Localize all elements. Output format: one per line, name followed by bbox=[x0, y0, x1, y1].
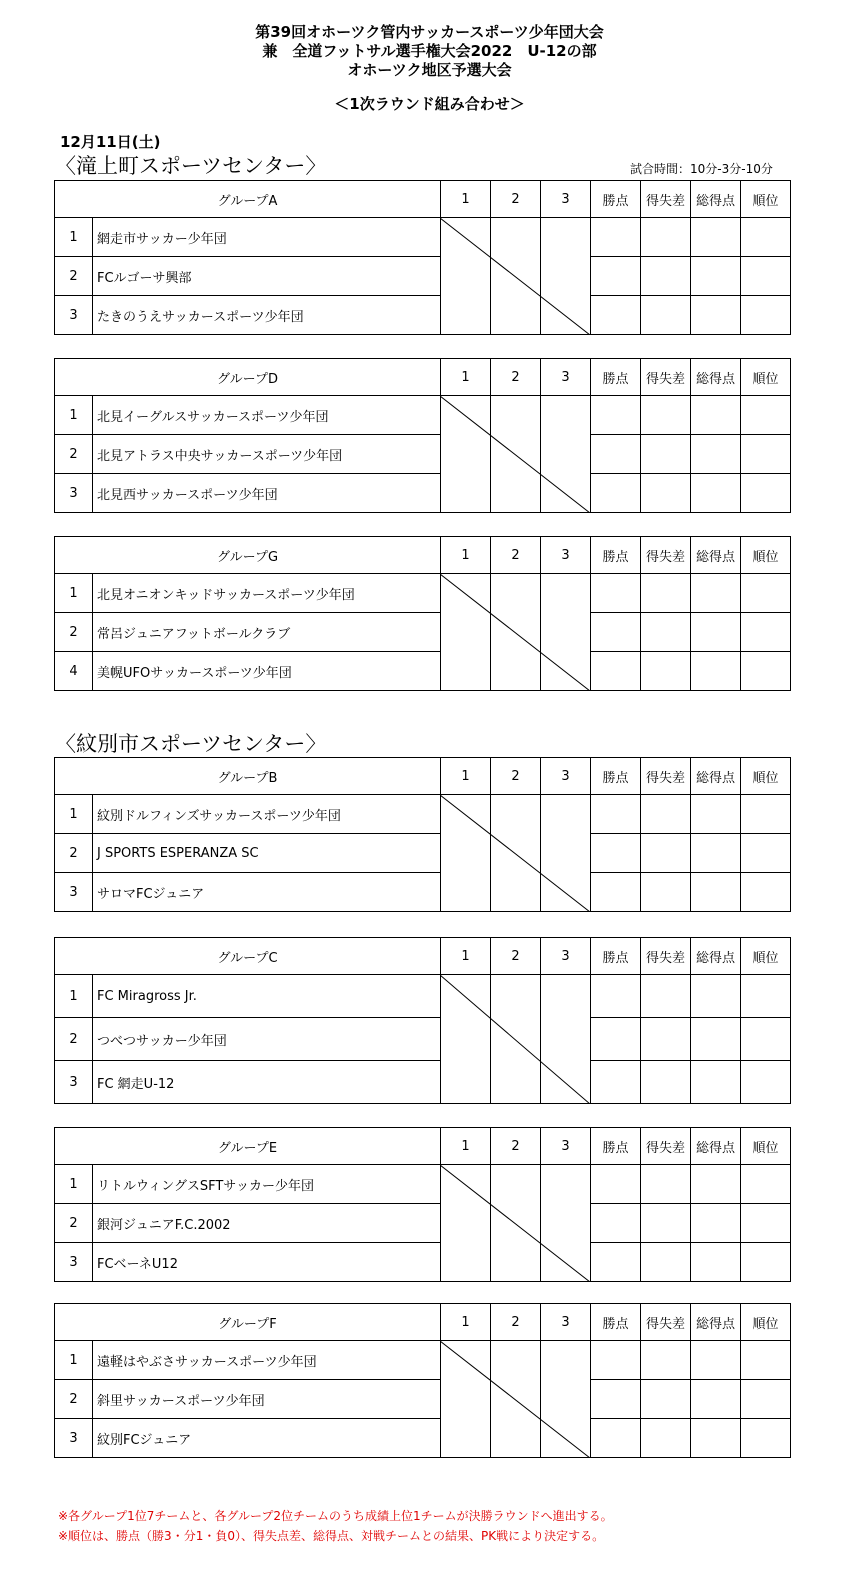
column-header: 得失差 bbox=[641, 1304, 691, 1341]
column-header: 順位 bbox=[741, 758, 791, 795]
match-cell bbox=[491, 218, 541, 257]
result-cell bbox=[591, 257, 641, 296]
match-date: 12月11日(土) bbox=[60, 133, 161, 151]
group-name: グループC bbox=[55, 938, 441, 975]
match-cell bbox=[541, 218, 591, 257]
result-cell bbox=[641, 1018, 691, 1061]
match-cell bbox=[491, 257, 541, 296]
column-header: 2 bbox=[491, 359, 541, 396]
result-cell bbox=[741, 1204, 791, 1243]
group-table bbox=[54, 180, 791, 335]
tournament-subtitle: 兼 全道フットサル選手権大会2022 U-12の部 bbox=[262, 42, 597, 60]
match-cell bbox=[491, 574, 541, 613]
result-cell bbox=[741, 975, 791, 1018]
match-cell bbox=[541, 1419, 591, 1458]
round-title: ＜1次ラウンド組み合わせ＞ bbox=[334, 95, 525, 113]
team-number: 1 bbox=[55, 574, 93, 613]
column-header: 1 bbox=[441, 1304, 491, 1341]
team-row bbox=[55, 834, 791, 873]
column-header: 勝点 bbox=[591, 537, 641, 574]
result-cell bbox=[641, 257, 691, 296]
match-cell bbox=[491, 652, 541, 691]
team-row bbox=[55, 474, 791, 513]
group-name: グループD bbox=[55, 359, 441, 396]
match-cell bbox=[441, 795, 491, 834]
team-name: 網走市サッカー少年団 bbox=[93, 218, 441, 257]
result-cell bbox=[691, 574, 741, 613]
match-cell bbox=[541, 474, 591, 513]
column-header: 順位 bbox=[741, 1128, 791, 1165]
team-number: 1 bbox=[55, 218, 93, 257]
team-row bbox=[55, 1419, 791, 1458]
match-cell bbox=[441, 257, 491, 296]
group-name: グループG bbox=[55, 537, 441, 574]
result-cell bbox=[641, 834, 691, 873]
match-cell bbox=[491, 474, 541, 513]
result-cell bbox=[591, 1341, 641, 1380]
result-cell bbox=[691, 1243, 741, 1282]
team-row bbox=[55, 613, 791, 652]
result-cell bbox=[591, 652, 641, 691]
result-cell bbox=[641, 1204, 691, 1243]
team-number: 2 bbox=[55, 1380, 93, 1419]
team-number: 1 bbox=[55, 1341, 93, 1380]
result-cell bbox=[691, 396, 741, 435]
group-table bbox=[54, 1303, 791, 1458]
result-cell bbox=[741, 1243, 791, 1282]
result-cell bbox=[641, 474, 691, 513]
team-number: 2 bbox=[55, 1018, 93, 1061]
match-cell bbox=[441, 834, 491, 873]
column-header: 勝点 bbox=[591, 758, 641, 795]
match-cell bbox=[441, 652, 491, 691]
team-number: 1 bbox=[55, 396, 93, 435]
match-cell bbox=[541, 834, 591, 873]
team-row bbox=[55, 652, 791, 691]
team-name: 銀河ジュニアF.C.2002 bbox=[93, 1204, 441, 1243]
column-header: 得失差 bbox=[641, 359, 691, 396]
column-header: 勝点 bbox=[591, 181, 641, 218]
team-name: 北見イーグルスサッカースポーツ少年団 bbox=[93, 396, 441, 435]
team-row bbox=[55, 257, 791, 296]
match-cell bbox=[491, 1165, 541, 1204]
match-cell bbox=[541, 296, 591, 335]
result-cell bbox=[741, 296, 791, 335]
match-cell bbox=[441, 873, 491, 912]
result-cell bbox=[641, 613, 691, 652]
team-number: 2 bbox=[55, 834, 93, 873]
team-row bbox=[55, 1380, 791, 1419]
match-format-note: 試合時間：10分-3分-10分 bbox=[630, 162, 773, 176]
result-cell bbox=[691, 1341, 741, 1380]
team-name: FC Miragross Jr. bbox=[93, 975, 441, 1018]
match-cell bbox=[441, 1204, 491, 1243]
match-cell bbox=[491, 396, 541, 435]
column-header: 総得点 bbox=[691, 359, 741, 396]
match-cell bbox=[441, 1341, 491, 1380]
column-header: 勝点 bbox=[591, 1128, 641, 1165]
match-cell bbox=[541, 435, 591, 474]
match-cell bbox=[491, 1204, 541, 1243]
column-header: 得失差 bbox=[641, 1128, 691, 1165]
group-table bbox=[54, 757, 791, 912]
team-name: 北見オニオンキッドサッカースポーツ少年団 bbox=[93, 574, 441, 613]
result-cell bbox=[591, 218, 641, 257]
team-number: 1 bbox=[55, 975, 93, 1018]
result-cell bbox=[591, 296, 641, 335]
column-header: 1 bbox=[441, 1128, 491, 1165]
column-header: 得失差 bbox=[641, 938, 691, 975]
result-cell bbox=[591, 834, 641, 873]
result-cell bbox=[741, 613, 791, 652]
match-cell bbox=[541, 873, 591, 912]
result-cell bbox=[641, 1419, 691, 1458]
result-cell bbox=[691, 257, 741, 296]
column-header: 得失差 bbox=[641, 758, 691, 795]
result-cell bbox=[641, 435, 691, 474]
result-cell bbox=[591, 1419, 641, 1458]
result-cell bbox=[691, 975, 741, 1018]
result-cell bbox=[741, 1341, 791, 1380]
result-cell bbox=[641, 218, 691, 257]
result-cell bbox=[641, 296, 691, 335]
group-name: グループF bbox=[55, 1304, 441, 1341]
column-header: 総得点 bbox=[691, 1128, 741, 1165]
result-cell bbox=[741, 795, 791, 834]
result-cell bbox=[741, 1419, 791, 1458]
team-row bbox=[55, 296, 791, 335]
result-cell bbox=[741, 218, 791, 257]
result-cell bbox=[591, 613, 641, 652]
result-cell bbox=[691, 652, 741, 691]
column-header: 3 bbox=[541, 537, 591, 574]
match-cell bbox=[541, 1204, 591, 1243]
match-cell bbox=[491, 1061, 541, 1104]
column-header: 2 bbox=[491, 758, 541, 795]
team-number: 3 bbox=[55, 474, 93, 513]
result-cell bbox=[591, 474, 641, 513]
column-header: 1 bbox=[441, 758, 491, 795]
result-cell bbox=[641, 1243, 691, 1282]
team-row bbox=[55, 218, 791, 257]
column-header: 勝点 bbox=[591, 359, 641, 396]
column-header: 総得点 bbox=[691, 938, 741, 975]
team-name: FC 網走U-12 bbox=[93, 1061, 441, 1104]
team-number: 2 bbox=[55, 435, 93, 474]
result-cell bbox=[591, 1165, 641, 1204]
column-header: 勝点 bbox=[591, 1304, 641, 1341]
match-cell bbox=[541, 257, 591, 296]
team-row bbox=[55, 1165, 791, 1204]
result-cell bbox=[641, 1380, 691, 1419]
match-cell bbox=[441, 296, 491, 335]
team-name: FCベーネU12 bbox=[93, 1243, 441, 1282]
result-cell bbox=[741, 1018, 791, 1061]
team-row bbox=[55, 574, 791, 613]
match-cell bbox=[541, 1243, 591, 1282]
venue-title: 〈紋別市スポーツセンター〉 bbox=[55, 732, 327, 756]
team-name: 紋別FCジュニア bbox=[93, 1419, 441, 1458]
team-number: 3 bbox=[55, 1243, 93, 1282]
result-cell bbox=[691, 795, 741, 834]
match-cell bbox=[441, 1380, 491, 1419]
match-cell bbox=[441, 396, 491, 435]
result-cell bbox=[641, 396, 691, 435]
team-number: 2 bbox=[55, 613, 93, 652]
result-cell bbox=[741, 1061, 791, 1104]
result-cell bbox=[741, 834, 791, 873]
column-header: 3 bbox=[541, 1304, 591, 1341]
match-cell bbox=[541, 1061, 591, 1104]
result-cell bbox=[741, 652, 791, 691]
match-cell bbox=[541, 574, 591, 613]
match-cell bbox=[491, 834, 541, 873]
team-row bbox=[55, 1061, 791, 1104]
match-cell bbox=[491, 435, 541, 474]
match-cell bbox=[491, 296, 541, 335]
result-cell bbox=[691, 1061, 741, 1104]
result-cell bbox=[591, 574, 641, 613]
team-row bbox=[55, 795, 791, 834]
team-row bbox=[55, 435, 791, 474]
match-cell bbox=[491, 613, 541, 652]
result-cell bbox=[691, 296, 741, 335]
result-cell bbox=[591, 975, 641, 1018]
tournament-title: 第39回オホーツク管内サッカースポーツ少年団大会 bbox=[255, 23, 604, 41]
column-header: 2 bbox=[491, 1128, 541, 1165]
group-table bbox=[54, 1127, 791, 1282]
column-header: 1 bbox=[441, 181, 491, 218]
venue-title: 〈滝上町スポーツセンター〉 bbox=[55, 154, 327, 178]
result-cell bbox=[741, 396, 791, 435]
result-cell bbox=[691, 1204, 741, 1243]
group-table bbox=[54, 536, 791, 691]
column-header: 2 bbox=[491, 537, 541, 574]
team-name: J SPORTS ESPERANZA SC bbox=[93, 834, 441, 873]
result-cell bbox=[691, 1380, 741, 1419]
result-cell bbox=[591, 1243, 641, 1282]
group-name: グループA bbox=[55, 181, 441, 218]
column-header: 2 bbox=[491, 938, 541, 975]
result-cell bbox=[591, 1380, 641, 1419]
ranking-note: ※順位は、勝点（勝3・分1・負0）、得失点差、総得点、対戦チームとの結果、PK戦により決定する。 bbox=[58, 1529, 605, 1543]
result-cell bbox=[691, 873, 741, 912]
team-row bbox=[55, 975, 791, 1018]
team-name: 常呂ジュニアフットボールクラブ bbox=[93, 613, 441, 652]
team-name: 北見アトラス中央サッカースポーツ少年団 bbox=[93, 435, 441, 474]
match-cell bbox=[441, 1061, 491, 1104]
match-cell bbox=[491, 1380, 541, 1419]
result-cell bbox=[641, 873, 691, 912]
column-header: 1 bbox=[441, 537, 491, 574]
team-number: 2 bbox=[55, 1204, 93, 1243]
result-cell bbox=[591, 1061, 641, 1104]
match-cell bbox=[491, 795, 541, 834]
column-header: 順位 bbox=[741, 1304, 791, 1341]
result-cell bbox=[691, 1018, 741, 1061]
column-header: 順位 bbox=[741, 537, 791, 574]
result-cell bbox=[691, 218, 741, 257]
match-cell bbox=[441, 1419, 491, 1458]
result-cell bbox=[741, 1380, 791, 1419]
column-header: 3 bbox=[541, 181, 591, 218]
team-number: 3 bbox=[55, 873, 93, 912]
advancement-note: ※各グループ1位7チームと、各グループ2位チームのうち成績上位1チームが決勝ラウンドへ進出する。 bbox=[58, 1509, 613, 1523]
group-table bbox=[54, 937, 791, 1104]
result-cell bbox=[591, 1018, 641, 1061]
team-name: 遠軽はやぶさサッカースポーツ少年団 bbox=[93, 1341, 441, 1380]
team-row bbox=[55, 1243, 791, 1282]
column-header: 1 bbox=[441, 938, 491, 975]
result-cell bbox=[691, 1165, 741, 1204]
team-name: たきのうえサッカースポーツ少年団 bbox=[93, 296, 441, 335]
group-name: グループB bbox=[55, 758, 441, 795]
team-row bbox=[55, 1204, 791, 1243]
result-cell bbox=[641, 795, 691, 834]
result-cell bbox=[591, 435, 641, 474]
column-header: 総得点 bbox=[691, 537, 741, 574]
match-cell bbox=[491, 873, 541, 912]
match-cell bbox=[541, 1165, 591, 1204]
result-cell bbox=[591, 873, 641, 912]
match-cell bbox=[441, 1165, 491, 1204]
match-cell bbox=[491, 975, 541, 1018]
result-cell bbox=[641, 1341, 691, 1380]
column-header: 2 bbox=[491, 181, 541, 218]
qualifier-title: オホーツク地区予選大会 bbox=[347, 61, 512, 79]
team-number: 2 bbox=[55, 257, 93, 296]
result-cell bbox=[741, 1165, 791, 1204]
match-cell bbox=[441, 218, 491, 257]
column-header: 3 bbox=[541, 758, 591, 795]
result-cell bbox=[691, 613, 741, 652]
match-cell bbox=[441, 574, 491, 613]
team-number: 3 bbox=[55, 1419, 93, 1458]
team-name: リトルウィングスSFTサッカー少年団 bbox=[93, 1165, 441, 1204]
team-name: 美幌UFOサッカースポーツ少年団 bbox=[93, 652, 441, 691]
match-cell bbox=[491, 1341, 541, 1380]
team-name: 斜里サッカースポーツ少年団 bbox=[93, 1380, 441, 1419]
result-cell bbox=[591, 1204, 641, 1243]
column-header: 順位 bbox=[741, 181, 791, 218]
team-name: つべつサッカー少年団 bbox=[93, 1018, 441, 1061]
team-number: 4 bbox=[55, 652, 93, 691]
match-cell bbox=[441, 975, 491, 1018]
team-name: 紋別ドルフィンズサッカースポーツ少年団 bbox=[93, 795, 441, 834]
result-cell bbox=[691, 834, 741, 873]
team-row bbox=[55, 396, 791, 435]
match-cell bbox=[491, 1243, 541, 1282]
column-header: 順位 bbox=[741, 938, 791, 975]
team-row bbox=[55, 873, 791, 912]
column-header: 総得点 bbox=[691, 758, 741, 795]
result-cell bbox=[741, 257, 791, 296]
match-cell bbox=[441, 435, 491, 474]
result-cell bbox=[591, 396, 641, 435]
team-row bbox=[55, 1018, 791, 1061]
match-cell bbox=[541, 396, 591, 435]
team-number: 1 bbox=[55, 1165, 93, 1204]
group-name: グループE bbox=[55, 1128, 441, 1165]
match-cell bbox=[541, 1380, 591, 1419]
match-cell bbox=[441, 1243, 491, 1282]
team-number: 3 bbox=[55, 1061, 93, 1104]
result-cell bbox=[741, 873, 791, 912]
result-cell bbox=[691, 1419, 741, 1458]
result-cell bbox=[741, 474, 791, 513]
column-header: 2 bbox=[491, 1304, 541, 1341]
column-header: 勝点 bbox=[591, 938, 641, 975]
result-cell bbox=[641, 975, 691, 1018]
match-cell bbox=[441, 613, 491, 652]
result-cell bbox=[741, 574, 791, 613]
result-cell bbox=[641, 1061, 691, 1104]
team-row bbox=[55, 1341, 791, 1380]
match-cell bbox=[541, 613, 591, 652]
match-cell bbox=[541, 1341, 591, 1380]
column-header: 得失差 bbox=[641, 537, 691, 574]
team-number: 1 bbox=[55, 795, 93, 834]
match-cell bbox=[541, 1018, 591, 1061]
match-cell bbox=[541, 975, 591, 1018]
result-cell bbox=[691, 474, 741, 513]
column-header: 3 bbox=[541, 1128, 591, 1165]
match-cell bbox=[491, 1018, 541, 1061]
result-cell bbox=[641, 652, 691, 691]
column-header: 総得点 bbox=[691, 181, 741, 218]
team-name: FCルゴーサ興部 bbox=[93, 257, 441, 296]
group-table bbox=[54, 358, 791, 513]
match-cell bbox=[441, 474, 491, 513]
match-cell bbox=[541, 795, 591, 834]
result-cell bbox=[641, 574, 691, 613]
team-name: サロマFCジュニア bbox=[93, 873, 441, 912]
result-cell bbox=[591, 795, 641, 834]
result-cell bbox=[641, 1165, 691, 1204]
result-cell bbox=[691, 435, 741, 474]
team-number: 3 bbox=[55, 296, 93, 335]
column-header: 順位 bbox=[741, 359, 791, 396]
column-header: 1 bbox=[441, 359, 491, 396]
match-cell bbox=[491, 1419, 541, 1458]
column-header: 得失差 bbox=[641, 181, 691, 218]
team-name: 北見西サッカースポーツ少年団 bbox=[93, 474, 441, 513]
column-header: 総得点 bbox=[691, 1304, 741, 1341]
match-cell bbox=[541, 652, 591, 691]
result-cell bbox=[741, 435, 791, 474]
column-header: 3 bbox=[541, 938, 591, 975]
column-header: 3 bbox=[541, 359, 591, 396]
match-cell bbox=[441, 1018, 491, 1061]
